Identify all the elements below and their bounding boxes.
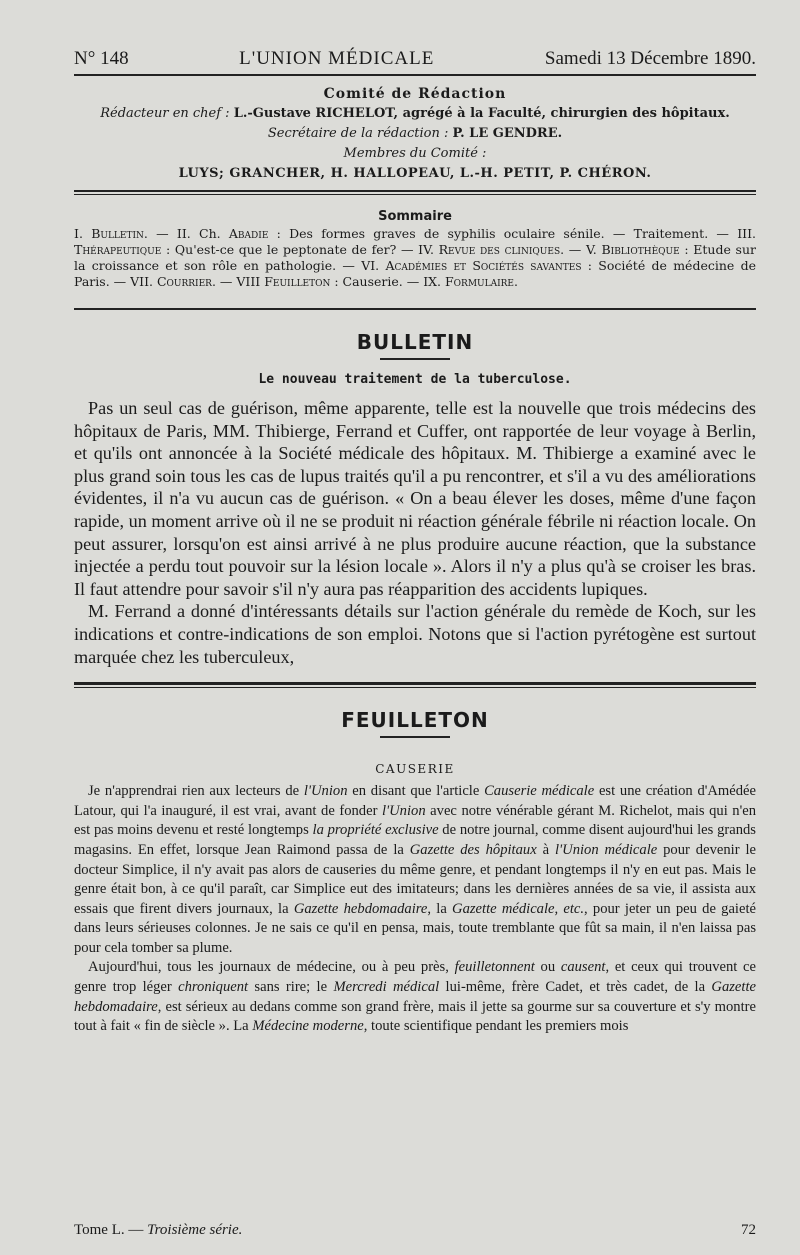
secretary-label: Secrétaire de la rédaction : <box>267 126 449 141</box>
page-header <box>74 48 756 76</box>
italic-fragment: Médecine moderne <box>252 1018 364 1035</box>
summary-text <box>74 226 756 290</box>
italic-fragment: l'Union <box>381 802 426 819</box>
bulletin-paragraph: Pas un seul cas de guérison, même apparente, telle est la nouvelle que trois médecins des hôpitaux de Paris, MM. Thibierge, Ferrand et Cuffer, ont rapportée de leur voyage à Berlin, et qu'ils ont annoncée à la Société médicale des hôpitaux. M. Thibierge a examiné avec le plus grand soin tous les cas de lupus traités qu'il a pu rencontrer, et s'il a vu des améliorations évidentes, il n'a vu aucun cas de guérison. « On a beau élever les doses, même d'une façon rapide, un moment arrive où il ne se produit ni réaction générale fébrile ni réaction locale. On peut assurer, lorsqu'on est ainsi arrivé à ne plus produire aucune réaction, que la substance injectée a perdu tout pouvoir sur la lésion locale ». Alors il n'y a plus qu'à se croiser les bras. Il faut attendre pour savoir s'il n'y aura pas réapparition des accidents lupiques. <box>74 398 756 599</box>
text-fragment: Je n'apprendrai rien aux lecteurs de <box>88 783 304 800</box>
text-fragment: à <box>536 841 555 858</box>
text-fragment: avec notre vénérable gérant M. Richelot, mais qui n'en est pas moins devenu et resté longtemps <box>74 802 756 839</box>
causerie-title: CAUSERIE <box>375 762 455 777</box>
italic-fragment: l'Union médicale <box>554 841 658 858</box>
italic-fragment: l'Union <box>303 783 348 800</box>
italic-fragment: Causerie médicale <box>484 783 595 800</box>
bulletin-title: BULLETIN <box>356 330 474 354</box>
summary-section: Abadie <box>228 226 269 241</box>
volume-info <box>74 1222 242 1239</box>
chief-editor-line <box>74 104 756 124</box>
summary-fragment: : Causerie. — IX. <box>330 274 445 289</box>
text-fragment: ou <box>534 959 561 976</box>
title-underline <box>380 736 450 738</box>
summary-fragment: : Qu'est-ce que le peptonate de fer? — IV. <box>161 242 439 257</box>
text-fragment: lui-même, frère Cadet, et très cadet, de la <box>439 979 712 996</box>
page-number: 72 <box>741 1222 756 1238</box>
page-footer <box>74 1222 756 1239</box>
members-list: LUYS; GRANCHER, H. HALLOPEAU, L.-H. PETIT, P. CHÉRON. <box>178 166 652 181</box>
italic-fragment: Gazette médicale, etc. <box>452 900 585 917</box>
text-fragment: sans rire; le <box>248 979 334 996</box>
summary-section: Académies et Sociétés savantes <box>385 258 582 273</box>
summary-fragment: : Etude sur la croissance et son rôle en pathologie. — VI. <box>74 242 756 273</box>
italic-fragment: Gazette hebdomadaire <box>74 979 756 1015</box>
issue-number: N° 148 <box>74 48 129 69</box>
text-fragment: de notre journal, comme disent aujourd'hui les grands magasins. En effet, lorsque Jean Raimond passa de la <box>74 822 756 858</box>
text-fragment: est une création d'Amédée Latour, qui l'a inauguré, il est vrai, avant de fonder <box>74 783 756 819</box>
members-label: Membres du Comité : <box>343 146 487 161</box>
summary-section: Formulaire. <box>445 274 518 289</box>
chief-editor-label: Rédacteur en chef : <box>100 106 230 121</box>
text-fragment: en disant que l'article <box>347 783 485 800</box>
secretary-line <box>74 124 756 144</box>
italic-fragment: chroniquent <box>178 979 249 996</box>
text-fragment: , la <box>427 900 453 917</box>
summary-section: Bibliothèque <box>601 242 680 257</box>
bulletin-paragraph: M. Ferrand a donné d'intéressants détails sur l'action générale du remède de Koch, sur les indications et contre-indications de son emploi. Notons que si l'action pyrétogène est surtout marquée chez les tuberculeux, <box>74 601 756 667</box>
divider <box>74 190 756 195</box>
summary-fragment: : Société de médecine de Paris. — VII. <box>74 258 756 289</box>
text-fragment: pour devenir le docteur Simplice, il n'y avait pas alors de causeries du même genre, et pendant longtemps il n'y en eut pas. Mais le genre était bon, à ce qu'il paraît, car Simplice eut des imitateurs; dans les dernières années de sa vie, il assista aux essais que firent divers journaux, la <box>74 841 756 917</box>
italic-fragment: causent <box>560 959 606 976</box>
summary-section: Feuilleton <box>264 274 331 289</box>
issue-date: Samedi 13 Décembre 1890. <box>544 48 756 69</box>
divider <box>74 682 756 688</box>
italic-fragment: feuilletonnent <box>454 959 535 976</box>
italic-fragment: Mercredi médical <box>333 979 440 996</box>
volume-label: Tome L. — <box>74 1222 148 1238</box>
series-label: Troisième série. <box>147 1222 243 1238</box>
summary-fragment: I. <box>74 226 92 241</box>
text-fragment: , pour jeter un peu de gaieté dans leurs sérieuses colonnes. Je ne sais ce qu'il en pensa, mais, toute tremblante que fût sa main, il n'en laissa pas pour cela tomber sa plume. <box>74 900 757 956</box>
summary-fragment: — II. Ch. <box>147 226 229 241</box>
summary-section: Revue des cliniques. <box>438 242 565 257</box>
summary-section: Bulletin. <box>91 226 148 241</box>
summary-section: Thérapeutique <box>74 242 162 257</box>
editorial-committee <box>74 84 756 184</box>
secretary-name: P. LE GENDRE. <box>452 126 563 141</box>
italic-fragment: Gazette des hôpitaux <box>409 841 537 858</box>
summary-fragment: : Des formes graves de syphilis oculaire sénile. — Traitement. — III. <box>268 226 756 241</box>
text-fragment: , et ceux qui trouvent ce genre trop léger <box>74 959 756 996</box>
summary-title: Sommaire <box>378 209 452 224</box>
feuilleton-paragraph <box>74 958 756 1036</box>
text-fragment: , est sérieux au dedans comme son grand frère, mais il jette sa gourme sur sa couverture et s'y montre tout à fait « fin de siècle ». La <box>74 998 756 1035</box>
italic-fragment: la propriété exclusive <box>312 822 439 839</box>
committee-title: Comité de Rédaction <box>323 86 507 102</box>
feuilleton-body <box>74 782 756 1037</box>
bulletin-body <box>74 397 756 668</box>
title-underline <box>380 358 450 360</box>
summary-fragment: — VIII <box>215 274 265 289</box>
divider <box>74 308 756 310</box>
bulletin-subtitle: Le nouveau traitement de la tuberculose. <box>258 372 572 387</box>
italic-fragment: Gazette hebdomadaire <box>293 900 428 917</box>
summary-fragment: — V. <box>564 242 602 257</box>
text-fragment: , toute scientifique pendant les premiers mois <box>363 1018 629 1035</box>
summary-section: Courrier. <box>156 274 216 289</box>
feuilleton-paragraph <box>74 782 756 958</box>
text-fragment: Aujourd'hui, tous les journaux de médecine, ou à peu près, <box>88 959 455 976</box>
chief-editor-name: L.-Gustave RICHELOT, agrégé à la Faculté, chirurgien des hôpitaux. <box>233 106 730 121</box>
feuilleton-title: FEUILLETON <box>341 708 489 733</box>
journal-title: L'UNION MÉDICALE <box>239 48 435 69</box>
